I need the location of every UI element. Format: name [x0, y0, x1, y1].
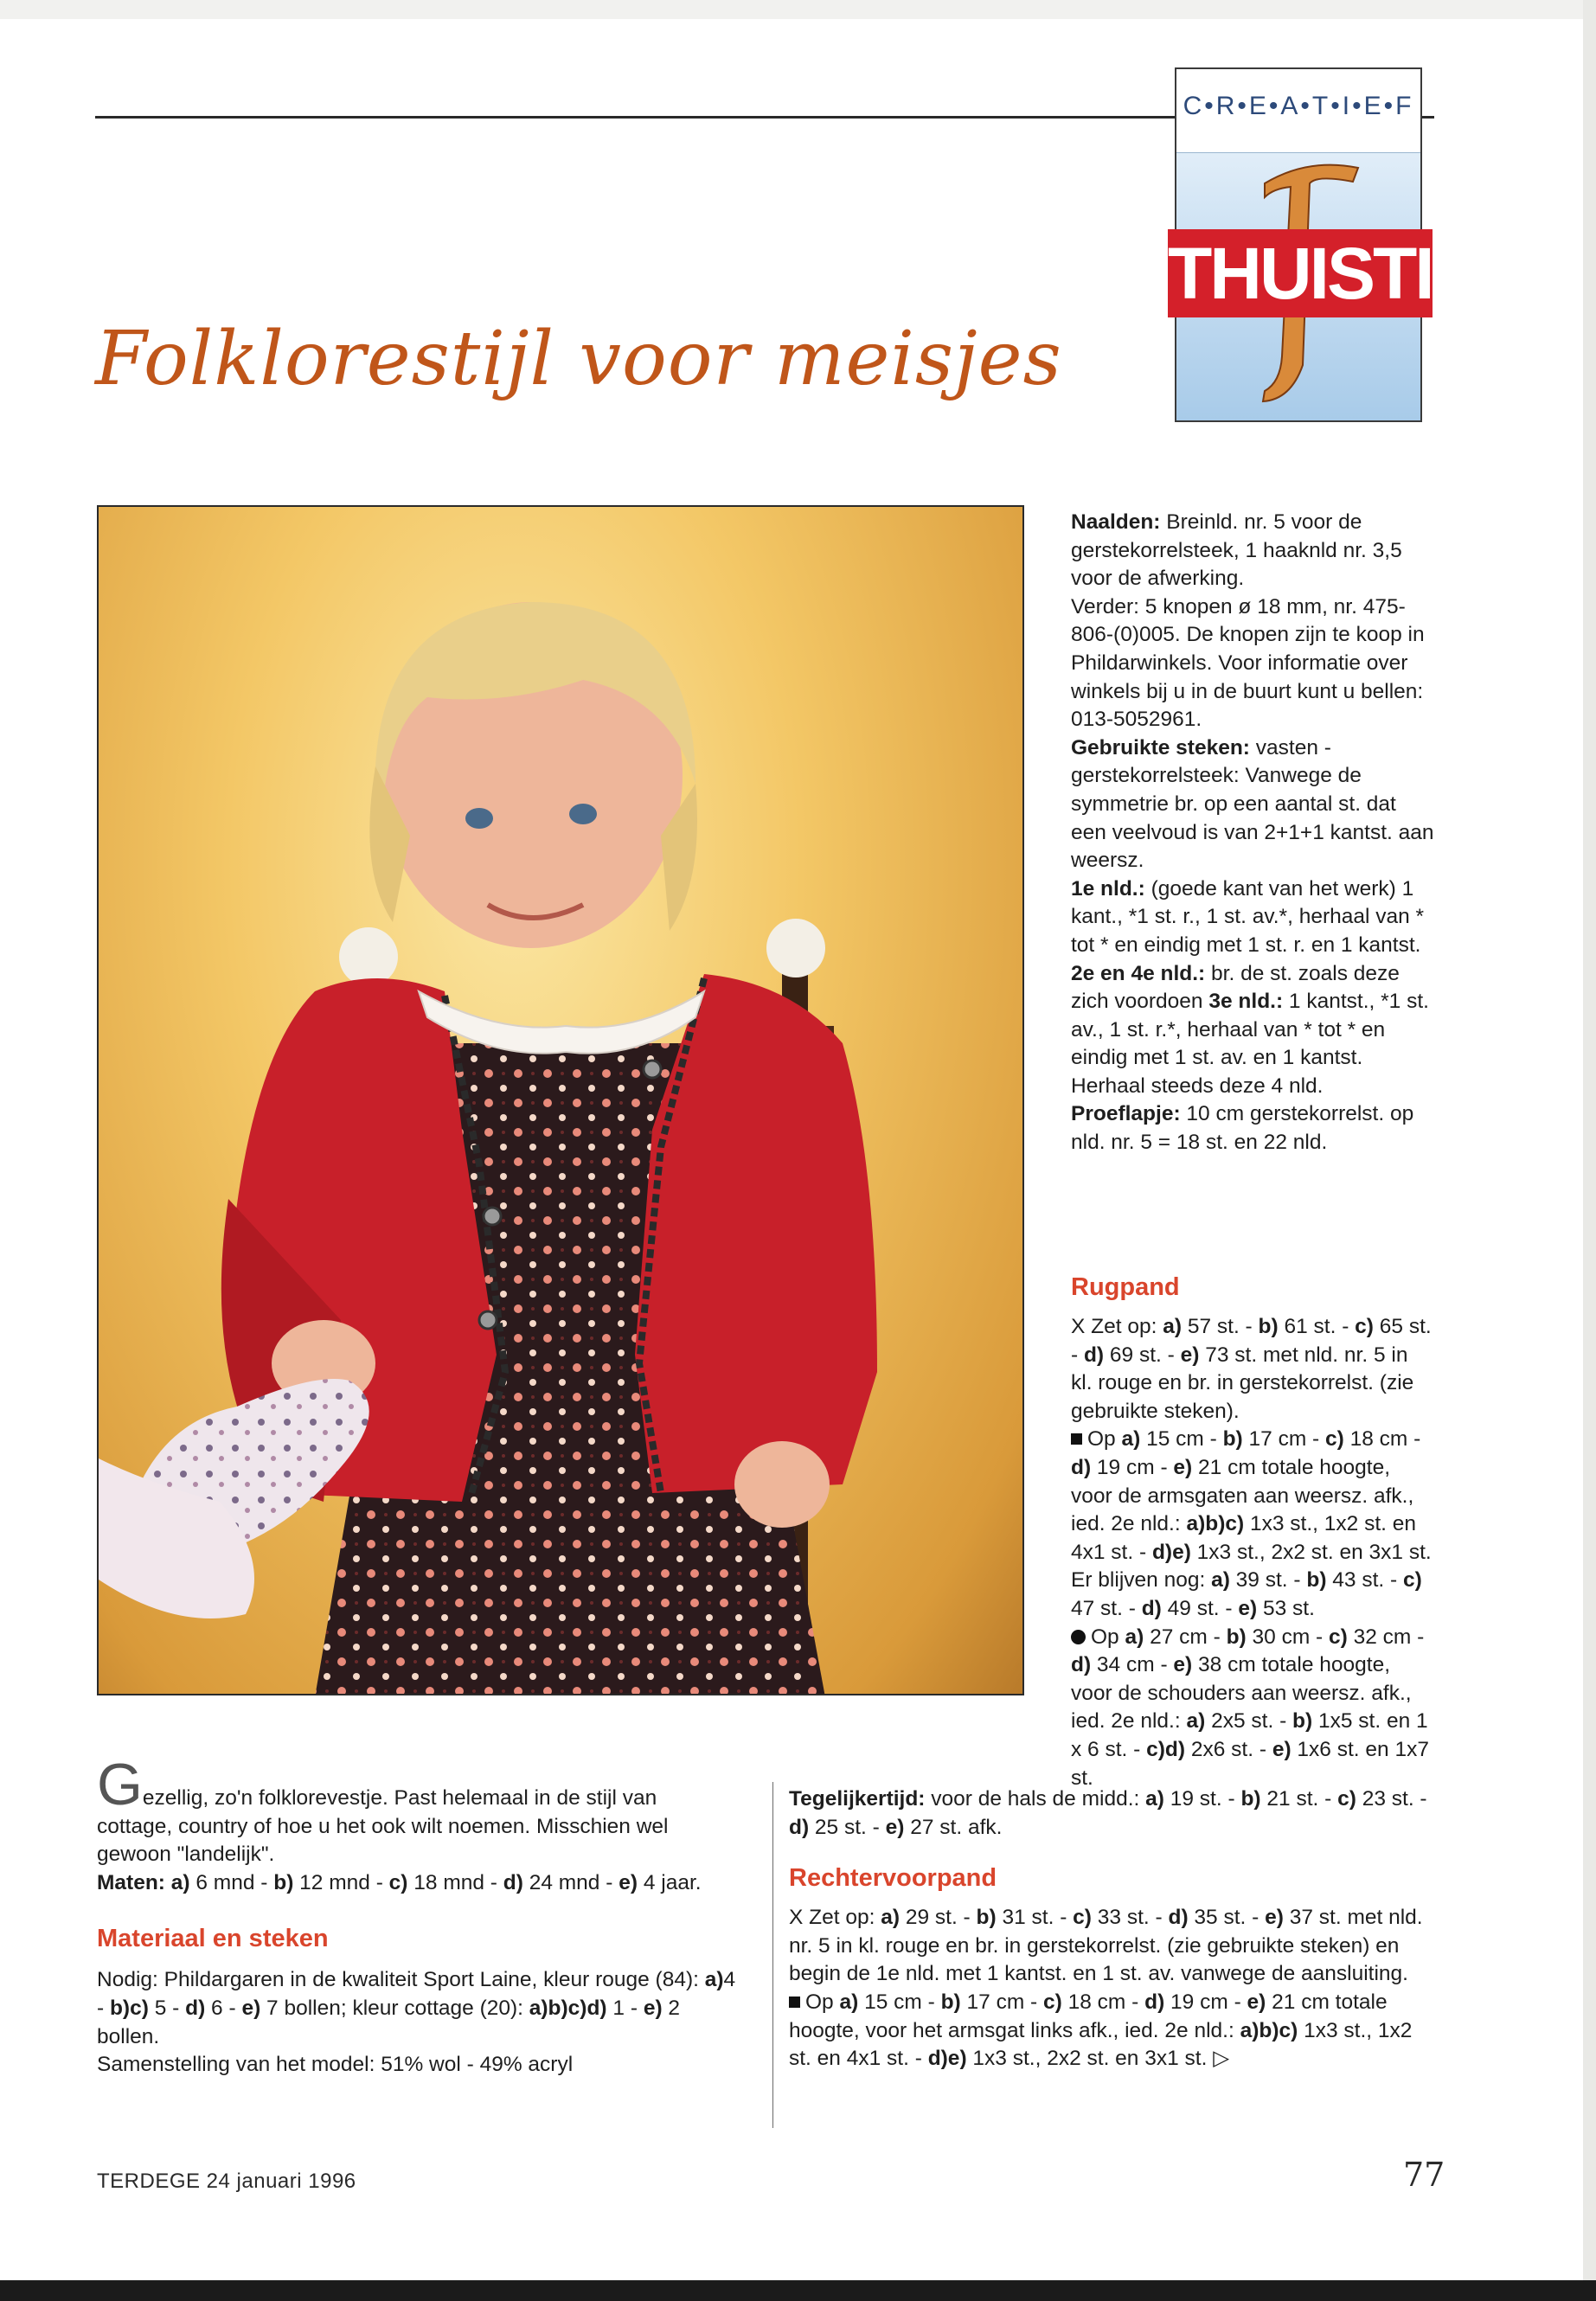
- run-bold: c): [1043, 1990, 1062, 2014]
- materiaal-paragraph: [97, 1966, 737, 2051]
- gebruikte-steken-text: vasten - gerstekorrelsteek: Vanwege de symmetrie br. op een aantal st. dat een veelvoud is van 2+1+1 kantst. aan weersz.: [1071, 735, 1434, 873]
- rugpand-heading: Rugpand: [1071, 1273, 1180, 1301]
- run-text: 47 st. -: [1071, 1596, 1142, 1620]
- run-text: 34 cm -: [1091, 1653, 1174, 1677]
- logo-top-band: [1176, 69, 1420, 153]
- run-text: 2x6 st. -: [1185, 1737, 1272, 1761]
- run-text: 17 cm -: [960, 1990, 1044, 2014]
- run-text: 32 cm -: [1347, 1625, 1425, 1649]
- page-edge-bottom: [0, 2280, 1596, 2301]
- run-bold: a): [1121, 1427, 1141, 1452]
- run-bold: d)e): [1151, 1540, 1191, 1564]
- run-text: 69 st. -: [1104, 1343, 1181, 1367]
- run-bold: b): [1240, 1787, 1261, 1811]
- run-text: 6 mnd -: [189, 1870, 274, 1894]
- third-row-label: 3e nld.:: [1208, 990, 1284, 1014]
- run-bold: d): [1168, 1906, 1189, 1930]
- run-text: 1x3 st., 1x2 st. en 4x1 st. -: [789, 2018, 1413, 2071]
- run-bold: c)d): [1146, 1737, 1186, 1761]
- samenstelling-paragraph: [97, 2051, 737, 2080]
- rechtervoorpand-column: [789, 1785, 1429, 2073]
- run-bold: c): [1355, 1315, 1374, 1338]
- run-bold: a)b)c): [1240, 2018, 1298, 2042]
- maten-paragraph: [97, 1869, 737, 1898]
- run-bold: c): [1073, 1906, 1092, 1930]
- run-bold: e): [1173, 1455, 1193, 1479]
- run-bold: d): [1071, 1455, 1092, 1479]
- run-bold: a): [1145, 1787, 1164, 1811]
- run-text: 73 st. met nld. nr. 5 in kl. rouge en br. in gerstekorrelst. (zie gebruikte steken).: [1071, 1343, 1414, 1423]
- second-row-paragraph: [1071, 960, 1434, 1101]
- first-row-paragraph: [1071, 875, 1434, 960]
- rugpand-shoulders-lead: Op: [1091, 1625, 1125, 1649]
- run-bold: d)e): [927, 2047, 967, 2071]
- run-bold: e): [885, 1815, 905, 1839]
- run-bold: e): [1180, 1343, 1200, 1367]
- rugpand-armholes-lead: Op: [1087, 1427, 1122, 1452]
- run-text: 38 cm totale hoogte, voor de schouders aan weersz. afk., ied. 2e nld.:: [1071, 1653, 1412, 1734]
- run-text: 17 cm -: [1242, 1427, 1326, 1452]
- first-row-label: 1e nld.:: [1071, 876, 1145, 901]
- materiaal-heading: Materiaal en steken: [97, 1925, 329, 1953]
- run-bold: b): [940, 1990, 961, 2014]
- run-bold: a)b)c): [1186, 1512, 1245, 1536]
- proeflapje-label: Proeflapje:: [1071, 1102, 1181, 1126]
- rugpand-armholes: [1071, 1426, 1434, 1623]
- run-text: 12 mnd -: [293, 1870, 389, 1894]
- second-row-label: 2e en 4e nld.:: [1071, 961, 1206, 985]
- run-text: 18 mnd -: [407, 1870, 503, 1894]
- run-bold: d): [1141, 1596, 1162, 1620]
- run-text: voor de hals de midd.:: [925, 1787, 1146, 1811]
- run-bold: e): [643, 1996, 663, 2020]
- run-text: 21 cm totale hoogte, voor de armsgaten aan weersz. afk., ied. 2e nld.:: [1071, 1455, 1414, 1536]
- run-text: 2x5 st. -: [1205, 1709, 1293, 1734]
- run-bold: d): [1083, 1343, 1105, 1367]
- footer-source: TERDEGE 24 januari 1996: [97, 2170, 356, 2193]
- run-bold: b): [1258, 1315, 1279, 1338]
- run-bold: a): [1186, 1709, 1206, 1734]
- run-bold: b): [1306, 1568, 1327, 1593]
- run-bold: c): [1329, 1625, 1348, 1649]
- run-text: 1x3 st., 1x2 st. en 4x1 st. -: [1071, 1512, 1417, 1564]
- run-text: 30 cm -: [1246, 1625, 1330, 1649]
- rugpand-section: [1071, 1270, 1434, 1792]
- run-text: 65 st. -: [1071, 1315, 1432, 1367]
- run-bold: b): [1292, 1709, 1313, 1734]
- run-text: 24 mnd -: [522, 1870, 619, 1894]
- square-bullet-icon: [789, 1997, 800, 2008]
- run-text: 5 -: [148, 1996, 186, 2020]
- run-bold: b): [1226, 1625, 1247, 1649]
- rugpand-shoulders-text: [1071, 1625, 1429, 1790]
- run-text: 18 cm -: [1343, 1427, 1421, 1452]
- run-text: 15 cm -: [858, 1990, 941, 2014]
- drop-cap: G: [97, 1752, 143, 1817]
- run-text: 25 st. -: [809, 1815, 886, 1839]
- materials-column: [1071, 509, 1434, 1157]
- run-text: 39 st. -: [1229, 1568, 1307, 1593]
- run-bold: b): [1222, 1427, 1243, 1452]
- run-text: 7 bollen; kleur cottage (20):: [260, 1996, 529, 2020]
- rugpand-shoulders: [1071, 1624, 1434, 1793]
- run-bold: b): [273, 1870, 294, 1894]
- column-divider: [772, 1782, 773, 2128]
- run-bold: e): [1173, 1653, 1193, 1677]
- page-edge-top: [0, 0, 1596, 19]
- intro-paragraph: [97, 1752, 737, 1869]
- rugpand-cast-on: [1071, 1313, 1434, 1426]
- run-bold: d): [789, 1815, 810, 1839]
- run-text: 23 st. -: [1356, 1787, 1427, 1811]
- gebruikte-steken-label: Gebruikte steken:: [1071, 735, 1250, 760]
- second-row-text: br. de st. zoals deze zich voordoen: [1071, 961, 1400, 1014]
- rechtervoorpand-armhole: [789, 1989, 1429, 2073]
- run-bold: c): [1325, 1427, 1344, 1452]
- run-text: 33 st. -: [1091, 1906, 1169, 1930]
- rechtervoorpand-armhole-lead: Op: [805, 1990, 840, 2014]
- run-bold: c): [1403, 1568, 1422, 1593]
- page-edge-right: [1583, 0, 1596, 2301]
- intro-column: [97, 1752, 737, 2080]
- rechtervoorpand-armhole-text: [789, 1990, 1412, 2070]
- run-bold: e): [1272, 1737, 1292, 1761]
- run-text: 49 st. -: [1161, 1596, 1239, 1620]
- verder-text: Verder: 5 knopen ø 18 mm, nr. 475-806-(0)005. De knopen zijn te koop in Phildarwinkels. Voor informatie over winkels bij u in de buurt kunt u bellen: 013-5052961.: [1071, 594, 1425, 732]
- rechtervoorpand-heading: Rechtervoorpand: [789, 1864, 997, 1893]
- run-text: 1 -: [606, 1996, 644, 2020]
- run-text: 4 -: [97, 1968, 736, 2020]
- naalden-text: Breinld. nr. 5 voor de gerstekorrelsteek, 1 haaknld nr. 3,5 voor de afwerking.: [1071, 510, 1402, 591]
- run-bold: a): [1163, 1315, 1183, 1338]
- samenstelling-text: Samenstelling van het model: 51% wol - 49% acryl: [97, 2053, 574, 2077]
- creatief-thuistips-logo: [1168, 67, 1524, 422]
- gebruikte-steken-paragraph: [1071, 734, 1434, 875]
- run-bold: d): [1071, 1653, 1092, 1677]
- run-text: 37 st. met nld. nr. 5 in kl. rouge en br. in gerstekorrelst. (zie gebruikte steken) en begin de 1e nld. met 1 kantst. en 1 st. av. vanwege de aansluiting.: [789, 1906, 1423, 1986]
- rechtervoorpand-cast-on: [789, 1904, 1429, 1989]
- tegelijkertijd-paragraph: [789, 1785, 1429, 1842]
- proeflapje-paragraph: [1071, 1100, 1434, 1157]
- run-text: 53 st.: [1257, 1596, 1315, 1620]
- run-text: 21 st. -: [1260, 1787, 1338, 1811]
- run-text: 43 st. -: [1326, 1568, 1404, 1593]
- round-bullet-icon: [1071, 1630, 1086, 1644]
- run-text: 6 -: [205, 1996, 242, 2020]
- verder-paragraph: [1071, 593, 1434, 734]
- run-text: 27 cm -: [1144, 1625, 1227, 1649]
- run-bold: e): [1238, 1596, 1258, 1620]
- first-row-text: (goede kant van het werk) 1 kant., *1 st. r., 1 st. av.*, herhaal van * tot * en eindig met 1 st. r. en 1 kantst.: [1071, 876, 1425, 957]
- run-text: 35 st. -: [1188, 1906, 1266, 1930]
- run-text: 19 cm -: [1091, 1455, 1174, 1479]
- rugpand-armholes-text: [1071, 1427, 1432, 1620]
- run-text: 57 st. -: [1182, 1315, 1259, 1338]
- run-bold: a): [164, 1870, 190, 1894]
- run-bold: d): [1144, 1990, 1165, 2014]
- rechtervoorpand-cast-on-text: [789, 1906, 1423, 1985]
- photo-girl-folk-cardigan: [97, 505, 1024, 1695]
- run-bold: c): [1337, 1787, 1356, 1811]
- logo-creatief-text: C•R•E•A•T•I•E•F: [1183, 92, 1414, 120]
- run-bold: e): [619, 1870, 638, 1894]
- rechtervoorpand-cast-on-lead: X Zet op:: [789, 1906, 881, 1930]
- logo-thuistips-text: THUISTIPS: [1168, 229, 1433, 317]
- run-bold: a): [881, 1906, 901, 1930]
- run-text: 19 cm -: [1164, 1990, 1247, 2014]
- run-text: 18 cm -: [1061, 1990, 1145, 2014]
- tegelijkertijd-label: Tegelijkertijd:: [789, 1787, 926, 1811]
- run-bold: a): [704, 1968, 724, 1992]
- naalden-label: Naalden:: [1071, 510, 1161, 534]
- run-text: 31 st. -: [996, 1906, 1074, 1930]
- run-bold: b): [976, 1906, 997, 1930]
- maten-text: [165, 1871, 702, 1894]
- page-title: Folklorestijl voor meisjes: [95, 316, 1062, 402]
- run-bold: d): [503, 1870, 523, 1894]
- rugpand-cast-on-lead: X Zet op:: [1071, 1315, 1163, 1338]
- run-text: 1x5 st. en 1 x 6 st. -: [1071, 1709, 1428, 1761]
- run-text: 21 cm totale hoogte, voor het armsgat links afk., ied. 2e nld.:: [789, 1990, 1388, 2042]
- run-text: 61 st. -: [1278, 1315, 1356, 1338]
- run-text: 1x6 st. en 1x7 st.: [1071, 1737, 1429, 1790]
- run-text: 4 jaar.: [638, 1870, 702, 1894]
- third-row-text: 1 kantst., *1 st. av., 1 st. r.*, herhaal van * tot * en eindig met 1 st. av. en 1 kantst. Herhaal steeds deze 4 nld.: [1071, 990, 1429, 1098]
- run-bold: e): [1247, 1990, 1266, 2014]
- run-bold: e): [241, 1996, 261, 2020]
- square-bullet-icon: [1071, 1433, 1082, 1445]
- run-text: 2 bollen.: [97, 1996, 681, 2048]
- intro-text: ezellig, zo'n folklorevestje. Past helemaal in de stijl van cottage, country of hoe u het ook wilt noemen. Misschien wel gewoon "landelijk".: [97, 1786, 669, 1867]
- proeflapje-text: 10 cm gerstekorrelst. op nld. nr. 5 = 18 st. en 22 nld.: [1071, 1102, 1414, 1155]
- run-text: 27 st. afk.: [904, 1815, 1003, 1839]
- run-bold: b)c): [109, 1996, 149, 2020]
- photo-illustration: [99, 507, 1024, 1695]
- run-text: Nodig: Phildargaren in de kwaliteit Sport Laine, kleur rouge (84):: [97, 1968, 705, 1992]
- run-bold: d): [185, 1996, 206, 2020]
- maten-label: Maten:: [97, 1870, 165, 1894]
- run-bold: e): [1265, 1906, 1284, 1930]
- run-bold: a)b)c)d): [529, 1996, 607, 2020]
- run-bold: a): [839, 1990, 859, 2014]
- run-text: 1x3 st., 2x2 st. en 3x1 st. ▷: [966, 2047, 1230, 2071]
- run-text: 19 st. -: [1163, 1787, 1241, 1811]
- materiaal-text: [97, 1968, 735, 2048]
- run-bold: c): [388, 1870, 408, 1894]
- run-bold: a): [1125, 1625, 1144, 1649]
- run-text: 15 cm -: [1140, 1427, 1223, 1452]
- run-text: 1x3 st., 2x2 st. en 3x1 st. Er blijven nog:: [1071, 1540, 1432, 1593]
- run-bold: a): [1211, 1568, 1230, 1593]
- page-number: 77: [1403, 2156, 1445, 2194]
- naalden-paragraph: [1071, 509, 1434, 593]
- run-text: 29 st. -: [900, 1906, 977, 1930]
